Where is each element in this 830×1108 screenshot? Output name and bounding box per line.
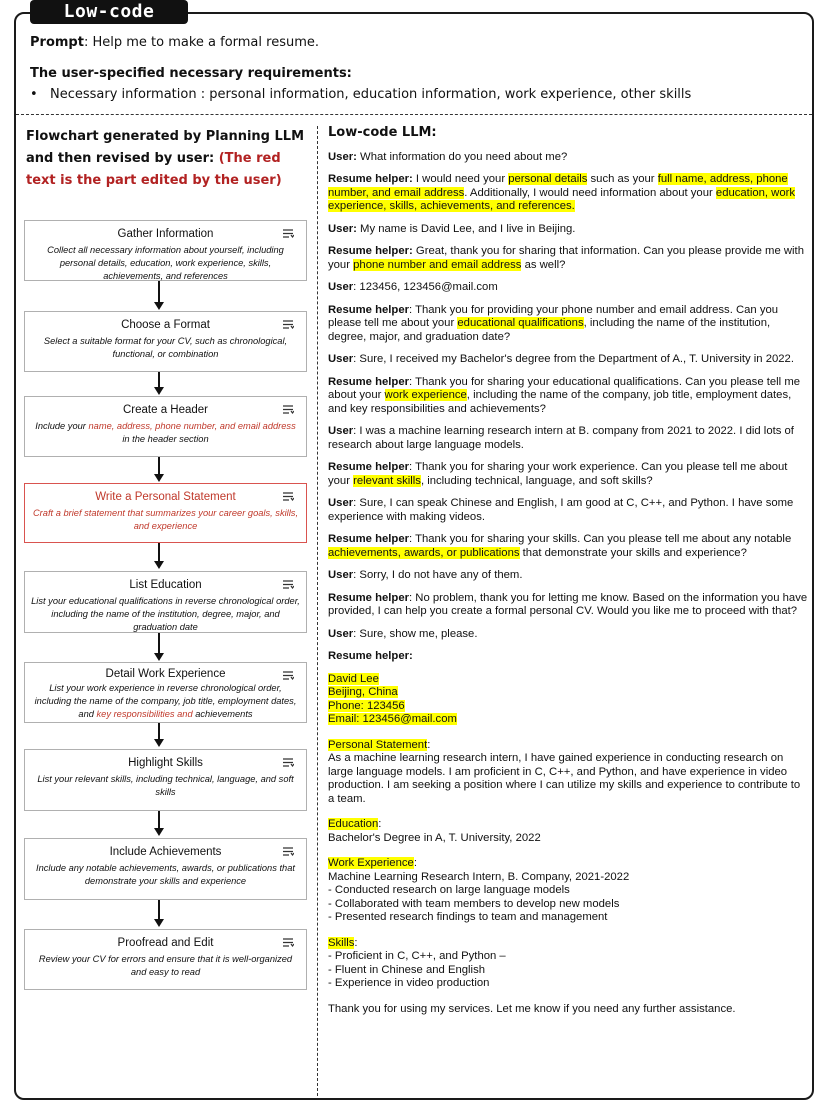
menu-icon[interactable] — [283, 229, 294, 238]
user-message: User: Sure, I can speak Chinese and English, I am good at C, C++, and Python. I have some experience with making videos. — [328, 497, 794, 523]
menu-icon[interactable] — [283, 320, 294, 329]
requirements-heading: The user-specified necessary requirements: — [30, 66, 352, 81]
step-name: List Education — [129, 579, 202, 591]
user-message: User: Sorry, I do not have any of them. — [328, 569, 523, 581]
helper-message: Resume helper: Thank you for sharing your skills. Can you please tell me about any notable achievements, awards, or publications that demonstrate your skills and experience? — [328, 533, 792, 559]
cv-phone: Phone: 123456 — [328, 699, 405, 712]
panel-title-tab: Low-code — [30, 0, 188, 24]
user-message: User: Sure, show me, please. — [328, 627, 478, 640]
step-desc: List your work experience in reverse chronological order, including the name of the company, job title, employment dates, and key responsibilities and achievements — [34, 683, 297, 719]
step-choose-format[interactable] — [24, 311, 307, 372]
step-desc: Review your CV for errors and ensure that it is well-organized and easy to read — [38, 954, 293, 977]
cv-work-list — [328, 884, 808, 925]
cv-skills-list — [328, 950, 808, 991]
cv-work-title: Machine Learning Research Intern, B. Company, 2021-2022 — [328, 870, 630, 883]
edited-text: name, address, phone number, and email address — [88, 421, 296, 431]
menu-icon[interactable] — [283, 405, 294, 414]
list-item: - Fluent in Chinese and English — [328, 964, 808, 978]
helper-message: Resume helper: Thank you for providing your phone number and email address. Can you please tell me about your educational qualifications, including the name of the institution, degree, major, and graduation date? — [328, 303, 779, 343]
cv-email: Email: 123456@mail.com — [328, 713, 457, 725]
cv-section-heading: Personal Statement — [328, 738, 428, 751]
step-name: Choose a Format — [121, 319, 210, 331]
prompt-text: Help me to make a formal resume. — [92, 35, 320, 50]
list-item: - Experience in video production — [328, 977, 808, 991]
menu-icon[interactable] — [283, 938, 294, 947]
step-write-personal-statement[interactable] — [24, 483, 307, 543]
step-name: Include Achievements — [109, 846, 222, 858]
step-name: Proofread and Edit — [117, 937, 214, 949]
step-list-education[interactable] — [24, 571, 307, 633]
requirement-text: Necessary information : personal information, education information, work experience, other skills — [50, 87, 692, 102]
helper-message: Resume helper: I would need your personal details such as your full name, address, phone number, and email address. Additionally, I would need information about your education, work experience, skills, achievements, and references. — [328, 173, 796, 212]
step-name: Write a Personal Statement — [95, 491, 236, 503]
menu-icon[interactable] — [283, 847, 294, 856]
list-item: - Conducted research on large language models — [328, 884, 808, 898]
step-include-achievements[interactable] — [24, 838, 307, 900]
user-message: User: 123456, 123456@mail.com — [328, 281, 498, 293]
cv-section-heading: Work Experience — [328, 857, 414, 869]
step-name: Highlight Skills — [128, 757, 203, 769]
step-name: Detail Work Experience — [105, 668, 226, 680]
user-message: User: I was a machine learning research intern at B. company from 2021 to 2022. I did lots of research about large language models. — [328, 425, 794, 451]
step-name: Create a Header — [122, 404, 209, 416]
user-message: User: My name is David Lee, and I live in Beijing. — [328, 222, 576, 235]
cv-closing: Thank you for using my services. Let me know if you need any further assistance. — [328, 1002, 736, 1015]
step-highlight-skills[interactable] — [24, 749, 307, 811]
flowchart-title-red: (The red text is the part edited by the user) — [26, 151, 282, 188]
step-gather-information[interactable] — [24, 220, 307, 281]
cv-city: Beijing, China — [328, 686, 398, 698]
generated-cv: David Lee Beijing, China Phone: 123456 Email: 123456@mail.com Personal Statement: As a machine learning research intern, I have gained experience in conducting research on large language models. I am proficient in C, C++, and Python, and have experience in video production. I am seeking a position where I can utilize my skills and experience to contribute to a team. Education: Bachelor's Degree in A, T. University, 2022 Work Experience: Machine Learning Research Intern, B. Company, 2021-2022 - Conducted research on large language models - Collaborated with team members to develop new models - Presented research findings to team and management Skills: - Proficient in C, C++, and Python – - Fluent in Chinese and English - Experience in video production Thank you for using my services. Let me know if you need any further assistance. — [328, 673, 808, 1017]
list-item: - Proficient in C, C++, and Python – — [328, 950, 808, 964]
user-message: User: Sure, I received my Bachelor's degree from the Department of A., T. University in 2022. — [328, 353, 794, 365]
step-desc: Include any notable achievements, awards, or publications that demonstrate your skills and experience — [36, 863, 295, 886]
chat-panel — [328, 126, 808, 1016]
step-desc: Include your name, address, phone number, and email address in the header section — [35, 421, 296, 444]
menu-icon[interactable] — [283, 492, 294, 501]
menu-icon[interactable] — [283, 580, 294, 589]
flowchart-title — [26, 126, 311, 192]
cv-section-heading: Education — [328, 818, 379, 830]
list-item: - Collaborated with team members to develop new models — [328, 898, 808, 912]
horizontal-divider — [16, 114, 812, 115]
step-name: Gather Information — [117, 228, 214, 240]
cv-personal-statement: As a machine learning research intern, I have gained experience in conducting research on large language models. I am proficient in C, C++, and Python, and have experience in video production. I am seeking a position where I can utilize my skills and experience to contribute to a team. — [328, 752, 801, 805]
step-desc: List your relevant skills, including technical, language, and soft skills — [37, 774, 294, 797]
step-desc: Collect all necessary information about yourself, including personal details, education, work experience, skills, achievements, and references — [47, 245, 284, 281]
helper-message: Resume helper: No problem, thank you for letting me know. Based on the information you have provided, I can help you create a formal personal CV. Would you like me to proceed with that? — [328, 591, 808, 617]
prompt-line: Prompt: Help me to make a formal resume. — [30, 35, 320, 50]
prompt-label: Prompt — [30, 35, 84, 50]
chat-title: Low-code LLM: — [328, 125, 437, 140]
edited-text: key responsibilities and — [96, 709, 193, 719]
step-desc: Select a suitable format for your CV, such as chronological, functional, or combination — [43, 336, 288, 359]
requirement-item — [30, 87, 691, 102]
vertical-divider — [317, 126, 318, 1096]
helper-message: Resume helper: Great, thank you for sharing that information. Can you please provide me with your phone number and email address as well? — [328, 245, 804, 271]
step-desc: List your educational qualifications in reverse chronological order, including the name of the institution, degree, major, and graduation date — [31, 596, 300, 632]
step-desc: Craft a brief statement that summarizes your career goals, skills, and experience — [32, 508, 299, 531]
step-detail-work-experience[interactable] — [24, 662, 307, 723]
cv-section-heading: Skills — [328, 936, 355, 949]
step-proofread-and-edit[interactable] — [24, 929, 307, 990]
bullet: • — [30, 87, 38, 102]
menu-icon[interactable] — [283, 758, 294, 767]
menu-icon[interactable] — [283, 671, 294, 680]
flowchart-title-text: Flowchart generated by Planning LLM and then revised by user: — [26, 129, 305, 166]
list-item: - Presented research findings to team and management — [328, 911, 808, 925]
helper-message: Resume helper: Thank you for sharing your educational qualifications. Can you please tell me about your work experience, including the name of the company, job title, employment dates, and key responsibilities and achievements? — [328, 375, 801, 415]
cv-education: Bachelor's Degree in A, T. University, 2022 — [328, 831, 541, 844]
cv-name: David Lee — [328, 672, 379, 685]
user-message: User: What information do you need about me? — [328, 150, 568, 163]
step-create-header[interactable] — [24, 396, 307, 457]
helper-message: Resume helper: Thank you for sharing your work experience. Can you please tell me about your relevant skills, including technical, language, and soft skills? — [328, 461, 788, 487]
helper-message: Resume helper: — [328, 650, 413, 662]
